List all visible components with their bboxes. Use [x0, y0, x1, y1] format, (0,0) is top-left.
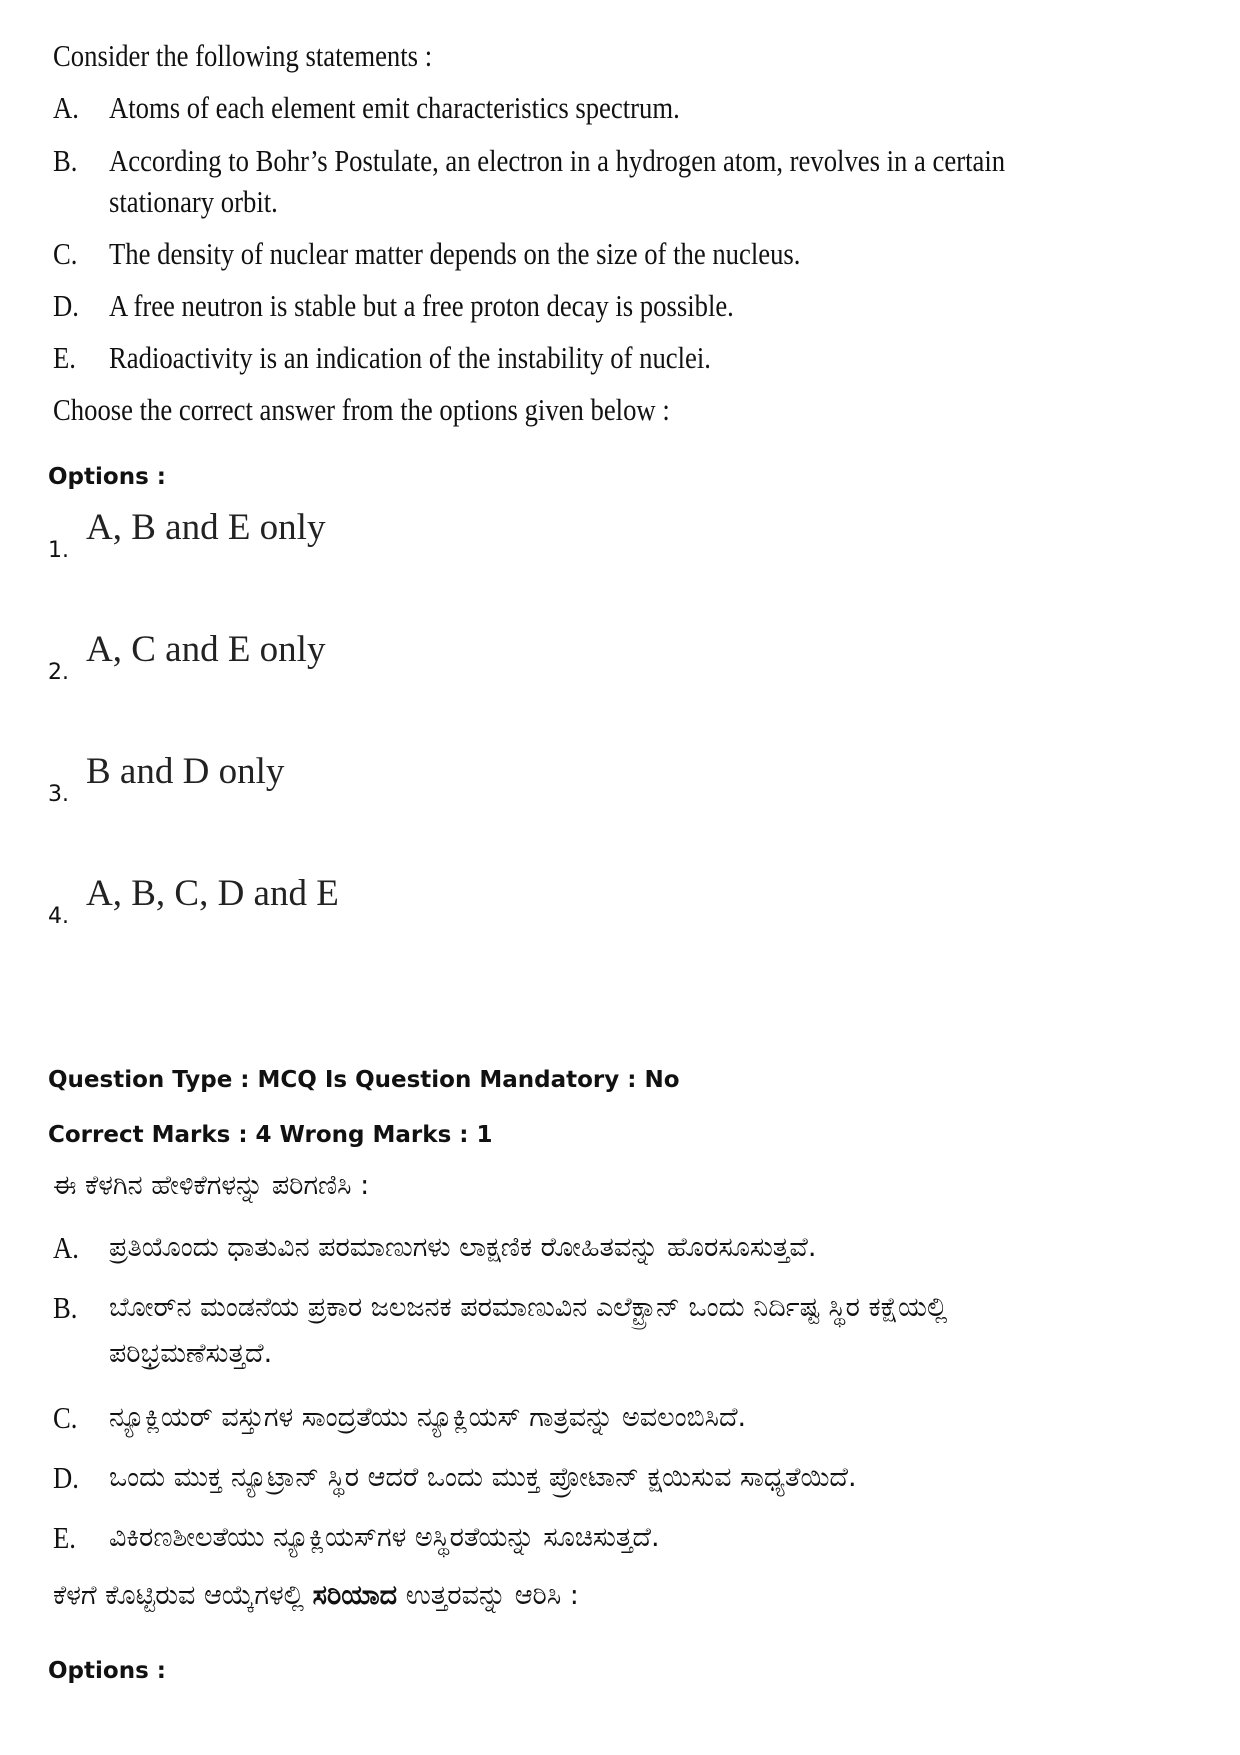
statement-text: ಪ್ರತಿಯೊಂದು ಧಾತುವಿನ ಪರಮಾಣುಗಳು ಲಾಕ್ಷಣಿಕ ರೋಹಿತವನ್ನು ಹೊರಸೂಸುತ್ತವೆ. — [109, 1232, 817, 1263]
option-text-4[interactable]: A, B, C, D and E — [86, 873, 339, 914]
instruction-text: ಉತ್ತರವನ್ನು ಆರಿಸಿ : — [397, 1580, 579, 1611]
statement-letter: D. — [53, 288, 79, 323]
statement-text: ಒಂದು ಮುಕ್ತ ನ್ಯೂಟ್ರಾನ್ ಸ್ಥಿರ ಆದರೆ ಒಂದು ಮುಕ್ತ ಪ್ರೋಟಾನ್ ಕ್ಷಯಿಸುವ ಸಾಧ್ಯತೆಯಿದೆ. — [109, 1462, 857, 1493]
statement-letter: C. — [53, 236, 78, 271]
option-number-1: 1. — [48, 538, 69, 563]
statement-text: Atoms of each element emit characteristics spectrum. — [109, 90, 680, 125]
question-instruction: Choose the correct answer from the options given below : — [53, 392, 670, 427]
statement-letter: B. — [53, 143, 78, 178]
statement-letter: B. — [53, 1290, 78, 1325]
question-intro-kannada: ಈ ಕೆಳಗಿನ ಹೇಳಿಕೆಗಳನ್ನು ಪರಿಗಣಿಸಿ : — [53, 1170, 370, 1201]
options-label: Options : — [48, 464, 166, 490]
statement-letter: A. — [53, 1230, 79, 1265]
statement-text: The density of nuclear matter depends on the size of the nucleus. — [109, 236, 801, 271]
statement-text-continued: stationary orbit. — [109, 184, 278, 219]
option-text-1[interactable]: A, B and E only — [86, 507, 326, 548]
option-number-2: 2. — [48, 660, 69, 685]
statement-letter: E. — [53, 1520, 76, 1555]
instruction-text: ಕೆಳಗೆ ಕೊಟ್ಟಿರುವ ಆಯ್ಕೆಗಳಲ್ಲಿ — [53, 1580, 313, 1611]
statement-letter: A. — [53, 90, 79, 125]
statement-letter: D. — [53, 1460, 79, 1495]
statement-text: ವಿಕಿರಣಶೀಲತೆಯು ನ್ಯೂಕ್ಲಿಯಸ್‌ಗಳ ಅಸ್ಥಿರತೆಯನ್ನು ಸೂಚಿಸುತ್ತದೆ. — [109, 1522, 660, 1553]
instruction-emphasis: ಸರಿಯಾದ — [312, 1580, 398, 1611]
marks-line: Correct Marks : 4 Wrong Marks : 1 — [48, 1122, 493, 1148]
option-number-4: 4. — [48, 904, 69, 929]
statement-text: ಬೋರ್‌ನ ಮಂಡನೆಯ ಪ್ರಕಾರ ಜಲಜನಕ ಪರಮಾಣುವಿನ ಎಲೆಕ್ಟ್ರಾನ್ ಒಂದು ನಿರ್ದಿಷ್ಟ ಸ್ಥಿರ ಕಕ್ಷೆಯಲ್ಲಿ — [109, 1292, 948, 1323]
option-number-3: 3. — [48, 782, 69, 807]
statement-letter: E. — [53, 340, 76, 375]
statement-text: According to Bohr’s Postulate, an electron in a hydrogen atom, revolves in a certain — [109, 143, 1006, 178]
option-text-2[interactable]: A, C and E only — [86, 629, 326, 670]
statement-text: Radioactivity is an indication of the instability of nuclei. — [109, 340, 711, 375]
statement-letter: C. — [53, 1400, 78, 1435]
question-instruction-kannada — [53, 1580, 579, 1612]
statement-text: ನ್ಯೂಕ್ಲಿಯರ್ ವಸ್ತುಗಳ ಸಾಂದ್ರತೆಯು ನ್ಯೂಕ್ಲಿಯಸ್ ಗಾತ್ರವನ್ನು ಅವಲಂಬಿಸಿದೆ. — [109, 1402, 747, 1433]
question-intro: Consider the following statements : — [53, 38, 433, 73]
options-label-2: Options : — [48, 1658, 166, 1684]
option-text-3[interactable]: B and D only — [86, 751, 285, 792]
statement-text-continued: ಪರಿಭ್ರಮಣೆಸುತ್ತದೆ. — [109, 1338, 273, 1369]
statement-text: A free neutron is stable but a free proton decay is possible. — [109, 288, 734, 323]
question-type-line: Question Type : MCQ Is Question Mandatory : No — [48, 1067, 680, 1093]
